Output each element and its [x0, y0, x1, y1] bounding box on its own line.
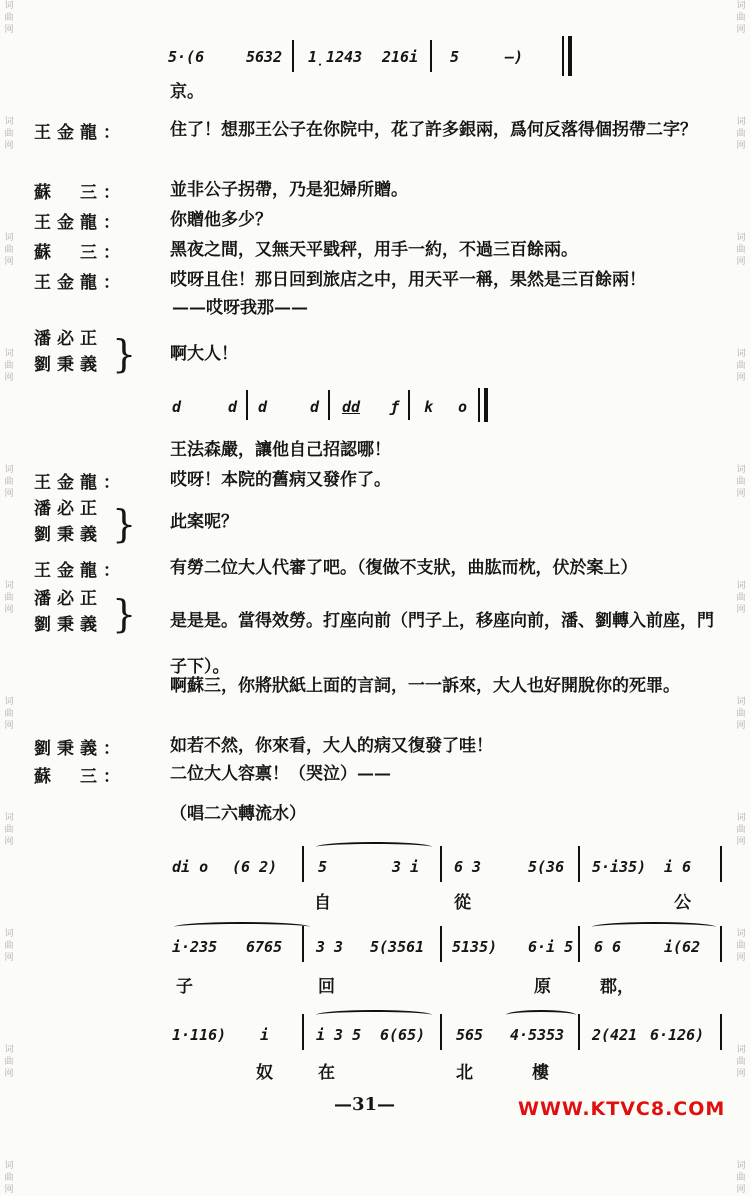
barline: [578, 926, 580, 962]
slur: [506, 1010, 576, 1020]
score-note: 5632: [246, 48, 283, 66]
speaker-name: 蘇 三：: [34, 243, 126, 263]
dialogue-text: 如若不然，你來看，大人的病又復發了哇！: [170, 736, 493, 756]
barline: [578, 846, 580, 882]
singing-direction: （唱二六轉流水）: [170, 804, 306, 824]
lyric-char: 郡，: [600, 977, 634, 997]
dialogue-text: 是是是。當得效勞。打座向前（門子上，移座向前，潘、劉轉入前座，門子下）。: [170, 611, 714, 677]
barline: [292, 40, 294, 72]
score-note: 6765: [246, 938, 283, 956]
score-note: d: [228, 398, 238, 416]
speaker-name: 潘必正: [34, 329, 103, 349]
slur: [174, 922, 310, 932]
score-note: 6·126): [650, 1026, 705, 1044]
score-note: 6 3: [454, 858, 482, 876]
score-note: 216i: [382, 48, 419, 66]
score-note: i·235: [172, 938, 218, 956]
speaker-name: 王金龍：: [34, 273, 126, 293]
lyric-char: 樓: [532, 1063, 549, 1083]
score-note: (6 2): [232, 858, 278, 876]
score-note: 5: [450, 48, 460, 66]
score-note: d: [172, 398, 182, 416]
dialogue-text: 並非公子拐帶，乃是犯婦所贈。: [170, 180, 408, 200]
speaker-name: 劉秉義: [34, 355, 103, 375]
score-note: i: [260, 1026, 270, 1044]
score-note: 1̣1243: [308, 48, 363, 66]
score-note: o: [458, 398, 468, 416]
score-note: 3 3: [316, 938, 344, 956]
brace-icon: }: [112, 502, 137, 546]
site-watermark: WWW.KTVC8.COM: [518, 1098, 726, 1120]
barline: [328, 390, 330, 420]
speaker-name: 王金龍：: [34, 561, 126, 581]
barline: [440, 846, 442, 882]
score-note: 4·5353: [510, 1026, 565, 1044]
dialogue-text: 二位大人容禀！（哭泣）——: [170, 764, 391, 784]
score-lyric-line: 王法森嚴，讓他自己招認哪！: [170, 440, 391, 460]
barline: [720, 846, 722, 882]
barline: [302, 1014, 304, 1050]
score-note: 3 i: [392, 858, 420, 876]
score-note: i 6: [664, 858, 692, 876]
score-note: 6·i 5: [528, 938, 574, 956]
lyric-char: 原: [534, 977, 551, 997]
barline: [408, 390, 410, 420]
slur: [316, 1010, 432, 1020]
score-note: di o: [172, 858, 209, 876]
lyric-char: 自: [314, 893, 331, 913]
score-note: k: [424, 398, 434, 416]
barline: [440, 926, 442, 962]
score-note: 6(65): [380, 1026, 426, 1044]
score-note: 5: [318, 858, 328, 876]
barline: [578, 1014, 580, 1050]
watermark-right: 词曲网 词曲网 词曲网 词曲网 词曲网 词曲网 词曲网 词曲网 词曲网 词曲网 词曲网: [736, 1, 746, 1195]
score-note: 6 6: [594, 938, 622, 956]
lyric-char: 北: [456, 1063, 473, 1083]
final-barline: [568, 36, 572, 76]
lyric-char: 公: [674, 893, 691, 913]
score-end-text: 京。: [170, 82, 204, 102]
speaker-name: 王金龍：: [34, 123, 126, 143]
speaker-name: 王金龍：: [34, 473, 126, 493]
slur: [592, 922, 716, 932]
score-note: d: [258, 398, 268, 416]
score-note: 5·(6: [168, 48, 205, 66]
speaker-name: 劉秉義: [34, 525, 103, 545]
speaker-name: 潘必正: [34, 499, 103, 519]
score-note: 2(421: [592, 1026, 638, 1044]
speaker-name: 王金龍：: [34, 213, 126, 233]
lyric-char: 子: [176, 977, 193, 997]
brace-icon: }: [112, 332, 137, 376]
lyric-char: 奴: [256, 1063, 273, 1083]
barline: [440, 1014, 442, 1050]
score-note: d: [310, 398, 320, 416]
dialogue-text: 住了！想那王公子在你院中，花了許多銀兩，爲何反落得個拐帶二字？: [170, 120, 697, 140]
score-note: —): [505, 48, 524, 66]
brace-icon: }: [112, 592, 137, 636]
dialogue-text: 你贈他多少？: [170, 210, 272, 230]
dialogue-text: ——哎呀我那——: [172, 298, 308, 318]
score-note: 5·i35): [592, 858, 647, 876]
score-note: 1·116): [172, 1026, 227, 1044]
speaker-name: 劉秉義: [34, 615, 103, 635]
final-barline: [562, 36, 564, 76]
score-note: 565: [456, 1026, 484, 1044]
speaker-name: 劉秉義：: [34, 739, 126, 759]
score-note: i(62: [664, 938, 701, 956]
score-note: i 3 5: [316, 1026, 362, 1044]
dialogue-text: 此案呢？: [170, 512, 238, 532]
watermark-left: 词曲网 词曲网 词曲网 词曲网 词曲网 词曲网 词曲网 词曲网 词曲网 词曲网 词曲网: [4, 1, 14, 1195]
barline: [246, 390, 248, 420]
score-note: 5(36: [528, 858, 565, 876]
barline: [720, 926, 722, 962]
dialogue-text: 哎呀！本院的舊病又發作了。: [170, 470, 391, 490]
lyric-char: 在: [318, 1063, 335, 1083]
speaker-name: 蘇 三：: [34, 767, 126, 787]
speaker-name: 潘必正: [34, 589, 103, 609]
barline: [302, 846, 304, 882]
lyric-char: 回: [318, 977, 335, 997]
barline: [720, 1014, 722, 1050]
score-note: 5135): [452, 938, 498, 956]
score-note: dd: [342, 398, 361, 416]
page-number: —31—: [334, 1094, 396, 1115]
barline: [430, 40, 432, 72]
score-note: 5(3561: [370, 938, 425, 956]
speaker-name: 蘇 三：: [34, 183, 126, 203]
final-barline: [484, 388, 488, 422]
dialogue-text: 有勞二位大人代審了吧。（復做不支狀，曲肱而枕，伏於案上）: [170, 558, 638, 578]
final-barline: [478, 388, 480, 422]
slur: [316, 842, 432, 852]
dialogue-text: 黑夜之間，又無天平戥秤，用手一約，不過三百餘兩。: [170, 240, 578, 260]
paragraph-text: 啊蘇三，你將狀紙上面的言詞，一一訴來，大人也好開脫你的死罪。: [170, 676, 680, 696]
lyric-char: 從: [454, 893, 471, 913]
dialogue-text: 啊大人！: [170, 344, 238, 364]
score-note: ƒ: [390, 398, 400, 416]
dialogue-text: 哎呀且住！那日回到旅店之中，用天平一稱，果然是三百餘兩！: [170, 270, 646, 290]
barline: [302, 926, 304, 962]
